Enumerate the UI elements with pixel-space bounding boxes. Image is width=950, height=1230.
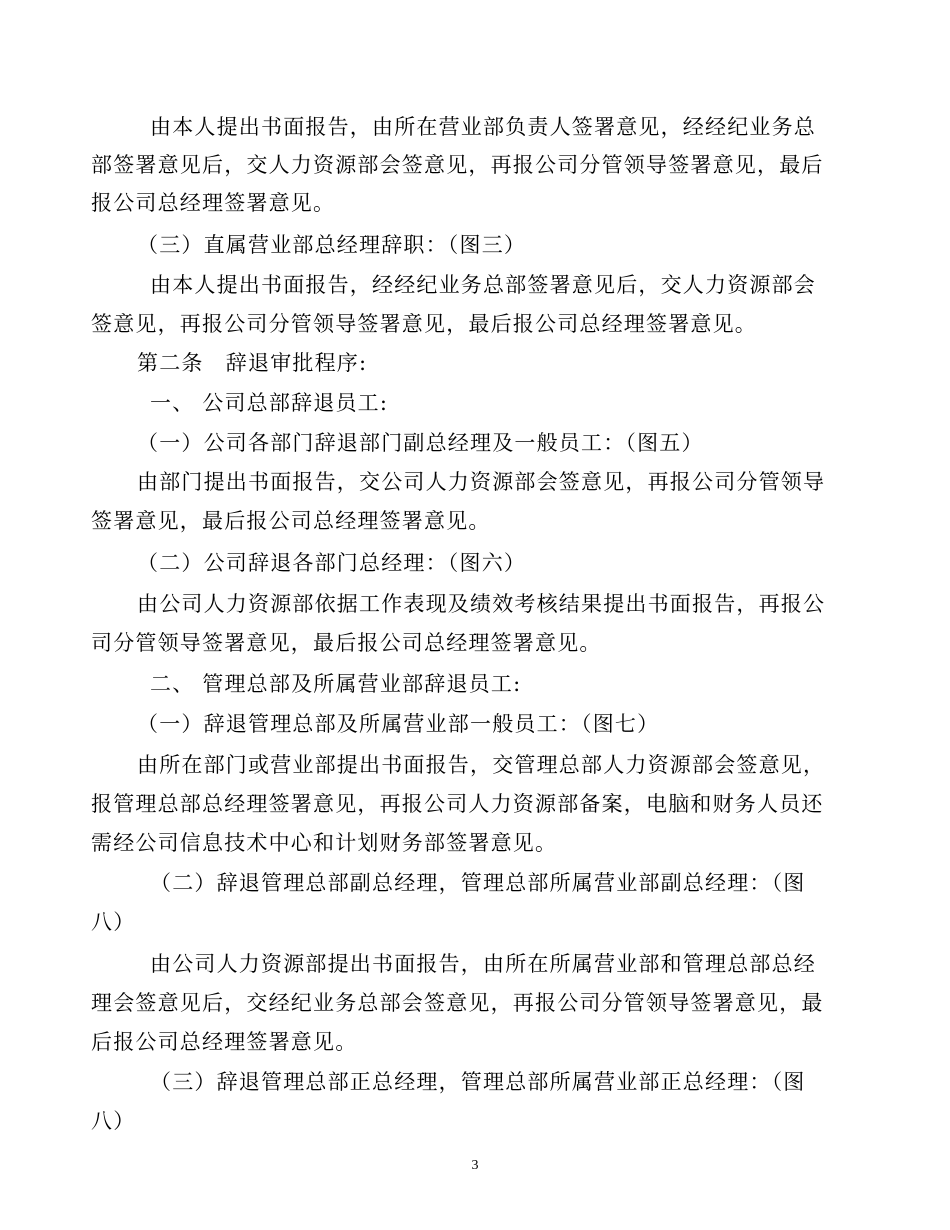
- section-heading: （三）直属营业部总经理辞职：（图三）: [137, 233, 527, 257]
- section-heading: 八）: [91, 910, 136, 934]
- text-line: 由部门提出书面报告，交公司人力资源部会签意见，再报公司分管领导: [137, 470, 826, 494]
- text-line: 由公司人力资源部依据工作表现及绩效考核结果提出书面报告，再报公: [137, 592, 826, 616]
- section-heading: （一）辞退管理总部及所属营业部一般员工：（图七）: [137, 712, 660, 736]
- text-line: 由本人提出书面报告，经经纪业务总部签署意见后，交人力资源部会: [150, 273, 816, 297]
- section-heading: （二）公司辞退各部门总经理：（图六）: [137, 551, 527, 575]
- text-line: 需经公司信息技术中心和计划财务部签署意见。: [91, 831, 558, 855]
- text-line: 报管理总部总经理签署意见，再报公司人力资源部备案，电脑和财务人员还: [91, 792, 824, 816]
- text-line: 由所在部门或营业部提出书面报告，交管理总部人力资源部会签意见，: [137, 753, 826, 777]
- text-line: 报公司总经理签署意见。: [91, 191, 336, 215]
- section-heading: （三）辞退管理总部正总经理，管理总部所属营业部正总经理：（图: [150, 1070, 806, 1094]
- text-line: 部签署意见后，交人力资源部会签意见，再报公司分管领导签署意见，最后: [91, 153, 824, 177]
- section-heading: 一、 公司总部辞退员工:: [150, 391, 389, 415]
- section-heading: （一）公司各部门辞退部门副总经理及一般员工：（图五）: [137, 431, 704, 455]
- text-line: 理会签意见后，交经纪业务总部会签意见，再报公司分管领导签署意见，最: [91, 991, 824, 1015]
- page-number: 3: [471, 1158, 479, 1173]
- section-heading: 二、 管理总部及所属营业部辞退员工:: [150, 672, 522, 696]
- text-line: 司分管领导签署意见，最后报公司总经理签署意见。: [91, 631, 602, 655]
- text-line: 后报公司总经理签署意见。: [91, 1030, 358, 1054]
- article-heading: 第二条 辞退审批程序:: [137, 351, 368, 375]
- section-heading: （二）辞退管理总部副总经理，管理总部所属营业部副总经理：（图: [150, 871, 806, 895]
- section-heading: 八）: [91, 1109, 136, 1133]
- text-line: 签意见，再报公司分管领导签署意见，最后报公司总经理签署意见。: [91, 312, 757, 336]
- text-line: 签署意见，最后报公司总经理签署意见。: [91, 509, 491, 533]
- text-line: 由本人提出书面报告，由所在营业部负责人签署意见，经经纪业务总: [150, 115, 816, 139]
- text-line: 由公司人力资源部提出书面报告，由所在所属营业部和管理总部总经: [150, 952, 816, 976]
